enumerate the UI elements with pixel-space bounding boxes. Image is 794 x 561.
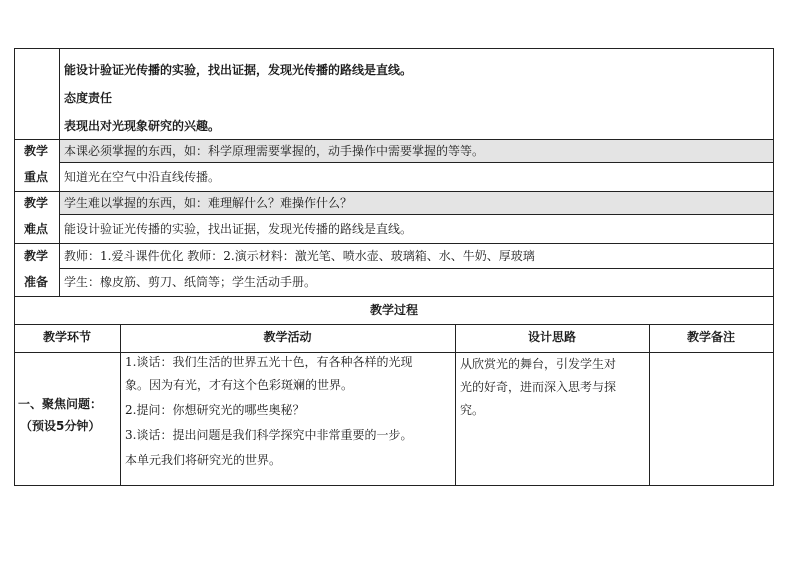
difficulties-hint: 学生难以掌握的东西，如：难理解什么？难操作什么？ (64, 196, 353, 210)
key-points-label-1: 教学 (24, 144, 49, 158)
rule-prep-mid (60, 268, 774, 269)
rule-top (14, 48, 774, 49)
stage-name: 一、聚焦问题： (18, 397, 103, 411)
rule-right (773, 48, 774, 486)
preparation-label-2: 准备 (24, 275, 49, 289)
student-materials: 学生：橡皮筋、剪刀、纸筒等；学生活动手册。 (64, 275, 317, 289)
stage-time: （预设5分钟） (20, 419, 101, 433)
rule-after-goals (14, 139, 774, 140)
rule-process-col-1 (120, 324, 121, 486)
activity-line-1: 1.谈话：我们生活的世界五光十色，有各种各样的光现 (125, 355, 413, 369)
process-title: 教学过程 (369, 303, 418, 317)
rule-after-process-title (14, 324, 774, 325)
objective-line: 能设计验证光传播的实验，找出证据，发现光传播的路线是直线。 (64, 63, 413, 77)
header-remarks: 教学备注 (686, 330, 735, 344)
rule-left (14, 48, 15, 486)
rule-after-diff (14, 243, 774, 244)
design-line-3: 究。 (460, 403, 485, 417)
design-line-1: 从欣赏光的舞台，引发学生对 (460, 357, 617, 371)
rule-bottom (14, 485, 774, 486)
lesson-plan-table (14, 48, 774, 486)
activity-line-3: 2.提问：你想研究光的哪些奥秘？ (125, 403, 305, 417)
rule-process-col-3 (649, 324, 650, 486)
rule-process-col-2 (455, 324, 456, 486)
header-stage: 教学环节 (42, 330, 91, 344)
key-points-hint: 本课必须掌握的东西，如：科学原理需要掌握的，动手操作中需要掌握的等等。 (64, 144, 485, 158)
difficulties-label-1: 教学 (24, 196, 49, 210)
activity-line-4: 3.谈话：提出问题是我们科学探究中非常重要的一步。 (125, 428, 413, 442)
preparation-label-1: 教学 (24, 249, 49, 263)
header-design: 设计思路 (527, 330, 576, 344)
attitude-heading: 态度责任 (64, 91, 113, 105)
key-points-content: 知道光在空气中沿直线传播。 (64, 170, 221, 184)
rule-label-column (59, 48, 60, 296)
difficulties-label-2: 难点 (24, 222, 49, 236)
rule-after-key (14, 191, 774, 192)
difficulties-content: 能设计验证光传播的实验，找出证据，发现光传播的路线是直线。 (64, 222, 413, 236)
rule-key-mid (60, 162, 774, 163)
rule-diff-mid (60, 214, 774, 215)
design-line-2: 光的好奇，进而深入思考与探 (460, 380, 617, 394)
activity-line-5: 本单元我们将研究光的世界。 (125, 453, 282, 467)
attitude-line: 表现出对光现象研究的兴趣。 (64, 119, 221, 133)
rule-after-prep (14, 296, 774, 297)
header-activity: 教学活动 (263, 330, 312, 344)
activity-line-2: 象。因为有光，才有这个色彩斑斓的世界。 (125, 378, 354, 392)
rule-after-headers (14, 352, 774, 353)
key-points-label-2: 重点 (24, 170, 49, 184)
teacher-materials: 教师：1.爱斗课件优化 教师：2.演示材料：激光笔、喷水壶、玻璃箱、水、牛奶、厚玻璃 (64, 249, 535, 263)
